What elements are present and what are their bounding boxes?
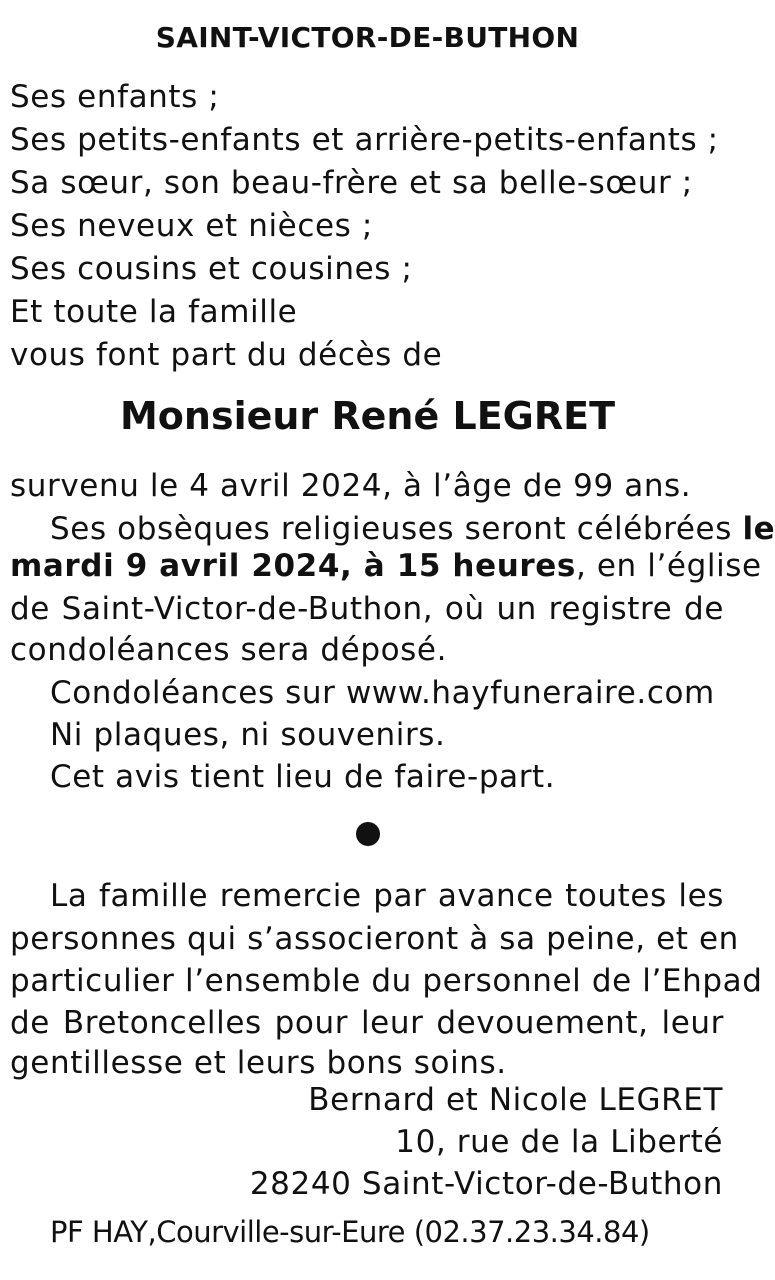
funeral-line-4: condoléances sera déposé. bbox=[10, 632, 448, 668]
thanks-line-1: La famille remercie par avance toutes les bbox=[50, 878, 724, 914]
funeral-line-3: de Saint-Victor-de-Buthon, où un registre de bbox=[10, 591, 724, 627]
signature-city: 28240 Saint-Victor-de-Buthon bbox=[249, 1166, 723, 1202]
signature-names: Bernard et Nicole LEGRET bbox=[308, 1082, 723, 1118]
thanks-line-5: gentillesse et leurs bons soins. bbox=[10, 1045, 507, 1081]
death-date-line: survenu le 4 avril 2024, à l’âge de 99 ans. bbox=[10, 468, 692, 504]
family-line-grandchildren: Ses petits-enfants et arrière-petits-enfants ; bbox=[10, 122, 719, 158]
family-line-announce: vous font part du décès de bbox=[10, 337, 443, 373]
family-line-all-family: Et toute la famille bbox=[10, 294, 298, 330]
deceased-name: Monsieur René LEGRET bbox=[119, 394, 615, 438]
funeral-line-1 bbox=[50, 509, 775, 549]
funeral-date-time: mardi 9 avril 2024, à 15 heures bbox=[10, 548, 576, 584]
family-line-cousins: Ses cousins et cousines ; bbox=[10, 251, 413, 287]
funeral-line-2 bbox=[10, 546, 762, 586]
no-plaques-line: Ni plaques, ni souvenirs. bbox=[50, 717, 446, 753]
thanks-line-2: personnes qui s’associeront à sa peine, et en bbox=[10, 921, 739, 957]
thanks-line-3: particulier l’ensemble du personnel de l’Ehpad bbox=[10, 963, 763, 999]
funeral-home-contact: PF HAY,Courville-sur-Eure (02.37.23.34.84) bbox=[50, 1215, 650, 1249]
signature-street: 10, rue de la Liberté bbox=[395, 1124, 723, 1160]
funeral-text-2: , en l’église bbox=[575, 548, 762, 584]
family-line-children: Ses enfants ; bbox=[10, 79, 220, 115]
family-line-nephews: Ses neveux et nièces ; bbox=[10, 208, 373, 244]
thanks-line-4: de Bretoncelles pour leur devouement, leur bbox=[10, 1005, 724, 1041]
separator-dot bbox=[356, 822, 380, 846]
announcement-notice-line: Cet avis tient lieu de faire-part. bbox=[50, 759, 556, 795]
family-line-sister: Sa sœur, son beau-frère et sa belle-sœur ; bbox=[10, 165, 693, 201]
funeral-text-1: Ses obsèques religieuses seront célébrées bbox=[50, 511, 732, 547]
village-heading: SAINT-VICTOR-DE-BUTHON bbox=[155, 21, 580, 54]
funeral-bold-1: le bbox=[742, 511, 775, 547]
condolences-website-line: Condoléances sur www.hayfuneraire.com bbox=[50, 675, 715, 711]
